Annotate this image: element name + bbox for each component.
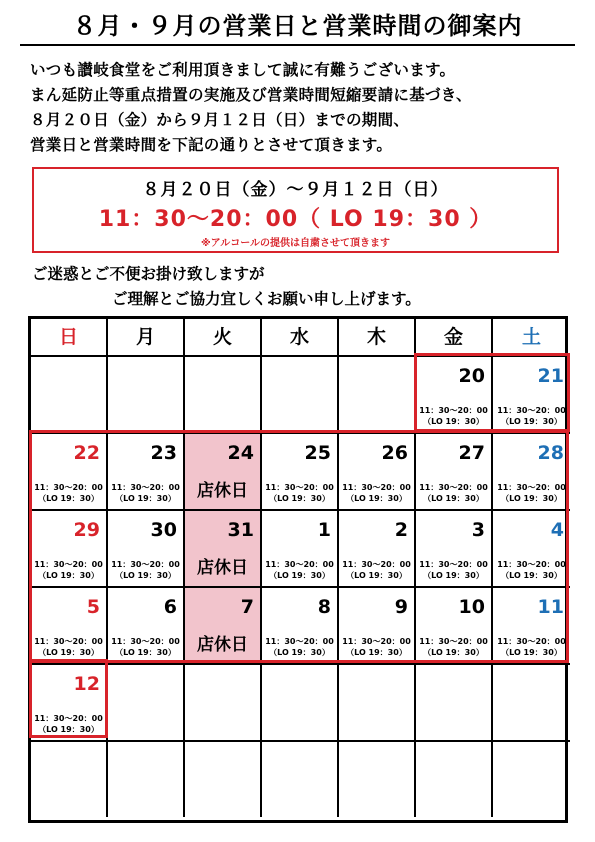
calendar-empty-cell [416,740,493,817]
day-number: 6 [163,596,177,618]
calendar [28,316,568,823]
day-number: 7 [240,596,254,618]
day-number: 29 [73,519,100,541]
intro-line: まん延防止等重点措置の実施及び営業時間短縮要請に基づき、 [30,86,472,104]
day-hours: 11：30～20：00 （LO 19：30） [34,483,103,503]
day-number: 11 [537,596,564,618]
day-number: 2 [394,519,408,541]
calendar-day [262,586,339,663]
calendar-day [185,509,262,586]
day-number: 9 [394,596,408,618]
calendar-day [185,586,262,663]
calendar-empty-cell [185,740,262,817]
calendar-day [262,432,339,509]
day-number: 4 [550,519,564,541]
intro-line: ８月２０日（金）から９月１２日（日）までの期間、 [30,111,410,129]
weekday-header: 土 [521,326,541,348]
weekday-header: 金 [416,319,493,355]
weekday-header: 日 [31,319,108,355]
notice-period: ８月２０日（金）～９月１２日（日） [142,180,449,200]
day-hours: 11：30～20：00 （LO 19：30） [111,560,180,580]
calendar-empty-cell [31,740,108,817]
calendar-day [339,509,416,586]
day-hours: 11：30～20：00 （LO 19：30） [497,406,566,426]
notice-hours: 11：30～20：00（ LO 19：30 ） [98,207,493,232]
day-hours: 11：30～20：00 （LO 19：30） [34,637,103,657]
weekday-header: 水 [262,319,339,355]
day-hours: 11：30～20：00 （LO 19：30） [419,406,488,426]
day-number: 27 [458,442,485,464]
day-number: 28 [537,442,564,464]
day-hours: 11：30～20：00 （LO 19：30） [111,637,180,657]
day-hours: 11：30～20：00 （LO 19：30） [342,483,411,503]
day-hours: 11：30～20：00 （LO 19：30） [497,637,566,657]
calendar-empty-cell [108,663,185,740]
day-hours: 11：30～20：00 （LO 19：30） [265,483,334,503]
day-number: 10 [458,596,485,618]
closed-label: 店休日 [197,635,248,655]
day-number: 5 [86,596,100,618]
calendar-day [108,432,185,509]
day-number: 3 [471,519,485,541]
calendar-day [493,355,570,432]
day-hours: 11：30～20：00 （LO 19：30） [265,560,334,580]
calendar-day [493,509,570,586]
weekday-header: 火 [185,319,262,355]
day-number: 23 [150,442,177,464]
day-hours: 11：30～20：00 （LO 19：30） [497,483,566,503]
weekday-header: 月 [108,319,185,355]
day-number: 22 [73,442,100,464]
day-number: 12 [73,673,100,695]
day-hours: 11：30～20：00 （LO 19：30） [419,560,488,580]
day-hours: 11：30～20：00 （LO 19：30） [34,560,103,580]
day-hours: 11：30～20：00 （LO 19：30） [497,560,566,580]
title-underline [20,44,575,46]
day-number: 20 [458,365,485,387]
calendar-empty-cell [339,355,416,432]
day-hours: 11：30～20：00 （LO 19：30） [34,714,103,734]
day-hours: 11：30～20：00 （LO 19：30） [342,560,411,580]
calendar-day [185,432,262,509]
calendar-day [108,509,185,586]
calendar-empty-cell [262,355,339,432]
day-number: 25 [304,442,331,464]
closed-label: 店休日 [197,558,248,578]
calendar-empty-cell [416,663,493,740]
calendar-empty-cell [108,740,185,817]
calendar-empty-cell [185,663,262,740]
day-hours: 11：30～20：00 （LO 19：30） [419,637,488,657]
calendar-day [416,509,493,586]
calendar-empty-cell [339,663,416,740]
calendar-day [31,509,108,586]
calendar-empty-cell [185,355,262,432]
apology-line: ご理解とご協力宜しくお願い申し上げます。 [112,290,421,308]
calendar-day [108,586,185,663]
calendar-day [339,586,416,663]
day-number: 8 [317,596,331,618]
calendar-day [493,586,570,663]
calendar-day [493,432,570,509]
calendar-day [262,509,339,586]
day-hours: 11：30～20：00 （LO 19：30） [419,483,488,503]
calendar-day [31,432,108,509]
calendar-empty-cell [262,740,339,817]
day-hours: 11：30～20：00 （LO 19：30） [111,483,180,503]
intro-line: いつも讃岐食堂をご利用頂きまして誠に有難うございます。 [30,61,456,79]
day-number: 24 [227,442,254,464]
calendar-empty-cell [493,663,570,740]
calendar-day [416,355,493,432]
closed-label: 店休日 [197,481,248,501]
calendar-day [416,586,493,663]
page-title: ８月・９月の営業日と営業時間の御案内 [72,12,523,40]
calendar-day [416,432,493,509]
intro-text [30,58,472,158]
day-number: 1 [317,519,331,541]
alcohol-note: ※アルコールの提供は自粛させて頂きます [200,238,391,249]
day-hours: 11：30～20：00 （LO 19：30） [342,637,411,657]
calendar-empty-cell [108,355,185,432]
day-number: 31 [227,519,254,541]
calendar-day [31,586,108,663]
day-hours: 11：30～20：00 （LO 19：30） [265,637,334,657]
calendar-day [339,432,416,509]
calendar-empty-cell [31,355,108,432]
calendar-day [31,663,108,740]
apology-line: ご迷惑とご不便お掛け致しますが [32,265,265,283]
day-number: 30 [150,519,177,541]
notice-box [32,167,559,253]
calendar-empty-cell [262,663,339,740]
intro-line: 営業日と営業時間を下記の通りとさせて頂きます。 [30,136,393,154]
weekday-header: 木 [339,319,416,355]
apology-text [32,262,421,312]
calendar-empty-cell [493,740,570,817]
day-number: 21 [537,365,564,387]
day-number: 26 [381,442,408,464]
calendar-empty-cell [339,740,416,817]
